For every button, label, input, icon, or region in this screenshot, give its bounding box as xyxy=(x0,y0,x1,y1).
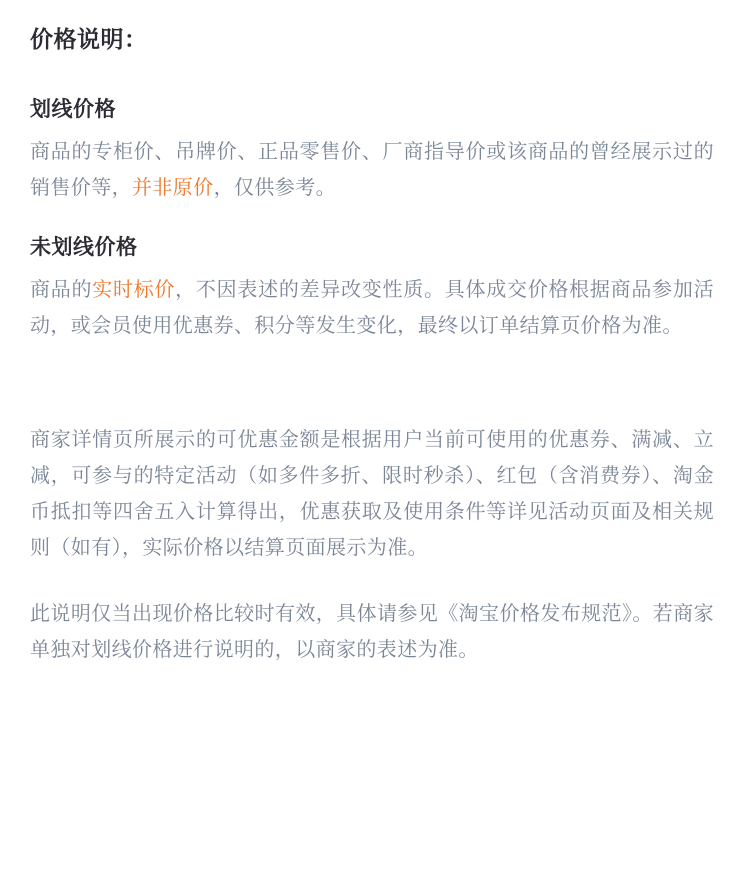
text-run: ，仅供参考。 xyxy=(213,177,337,199)
section-title: 划线价格 xyxy=(30,98,116,121)
highlight-run: 实时标价 xyxy=(92,279,176,301)
text-run: ，不因表述的差异改变性质。具体成交价格根据商品参加活动，或会员使用优惠券、积分等发生变化，最终以订单结算页价格为准。 xyxy=(30,279,714,337)
section-title: 未划线价格 xyxy=(30,236,138,259)
highlight-run: 并非原价 xyxy=(132,177,214,199)
page-title: 价格说明： xyxy=(30,26,148,52)
section-strikethrough-price xyxy=(30,94,714,206)
paragraph-discount-rules: 商家详情页所展示的可优惠金额是根据用户当前可使用的优惠券、满减、立减，可参与的特定活动（如多件多折、限时秒杀）、红包（含消费券）、淘金币抵扣等四舍五入计算得出，优惠获取及使用条件等详见活动页面及相关规则（如有），实际价格以结算页面展示为准。 xyxy=(30,429,714,559)
paragraph-disclaimer: 此说明仅当出现价格比较时有效，具体请参见《淘宝价格发布规范》。若商家单独对划线价格进行说明的，以商家的表述为准。 xyxy=(30,603,714,661)
text-run: 商品的专柜价、吊牌价、正品零售价、厂商指导价或该商品的曾经展示过的销售价等， xyxy=(30,141,714,199)
section-non-strikethrough-price xyxy=(30,232,714,344)
section-body xyxy=(30,272,714,344)
text-run: 商品的 xyxy=(30,279,93,301)
section-body xyxy=(30,134,714,206)
spacer xyxy=(30,370,714,392)
